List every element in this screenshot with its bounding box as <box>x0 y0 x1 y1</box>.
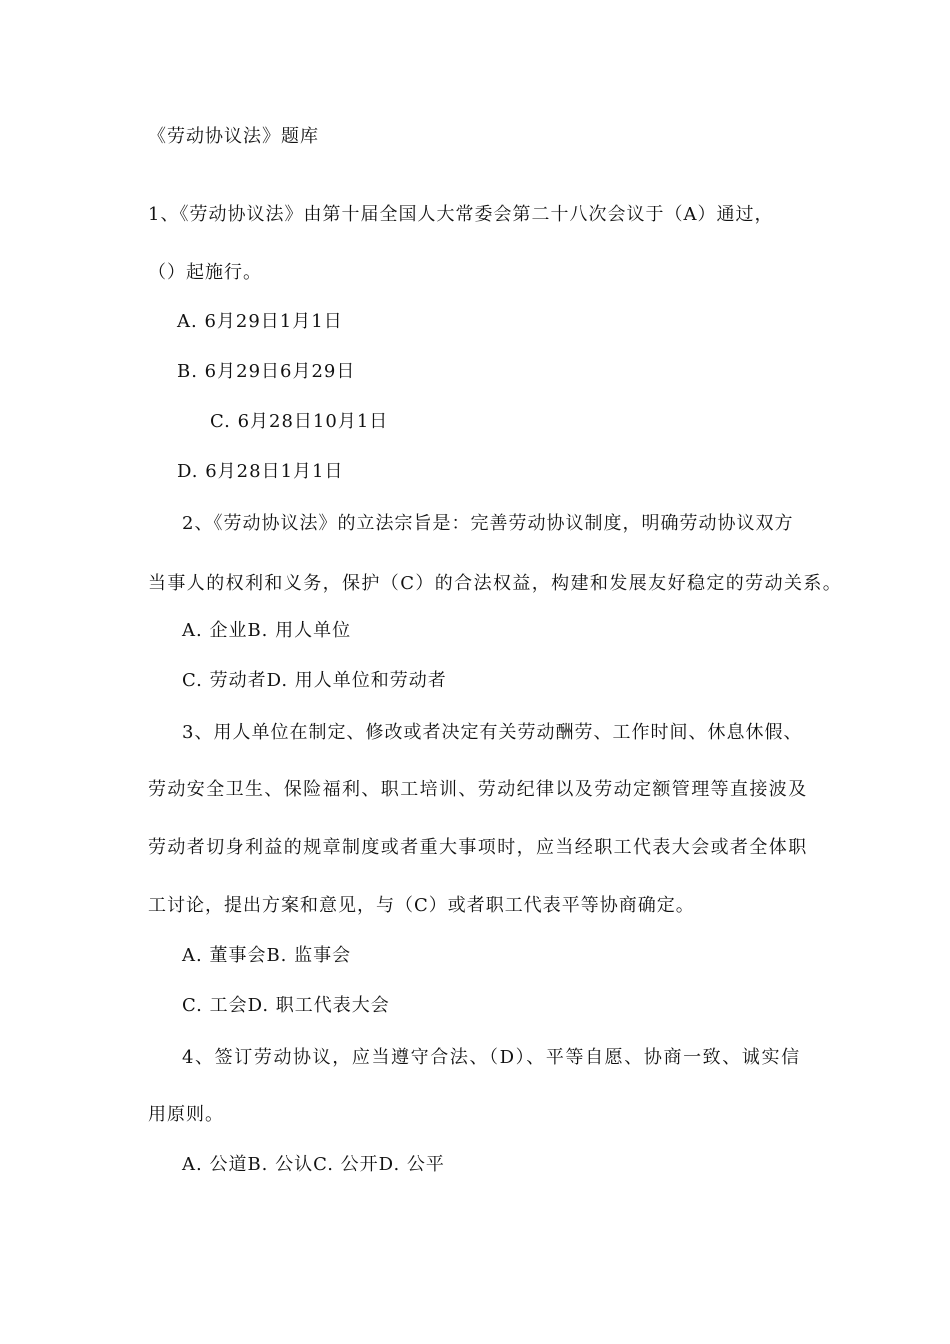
question-2-options-line-2: C. 劳动者D. 用人单位和劳动者 <box>182 670 447 691</box>
question-1-option-a: A. 6月29日1月1日 <box>177 311 343 332</box>
question-1-option-b: B. 6月29日6月29日 <box>177 361 356 382</box>
question-1-text-line-2: （）起施行。 <box>148 262 262 283</box>
question-3-text-line-1: 3、用人单位在制定、修改或者决定有关劳动酬劳、工作时间、休息休假、 <box>182 722 803 743</box>
question-2-options-line-1: A. 企业B. 用人单位 <box>182 620 352 641</box>
question-4-options-line-1: A. 公道B. 公认C. 公开D. 公平 <box>182 1154 445 1175</box>
question-4-text-line-2: 用原则。 <box>148 1104 224 1125</box>
question-3-text-line-3: 劳动者切身利益的规章制度或者重大事项时，应当经职工代表大会或者全体职 <box>148 837 808 858</box>
question-3-options-line-2: C. 工会D. 职工代表大会 <box>182 995 390 1016</box>
question-3-text-line-2: 劳动安全卫生、保险福利、职工培训、劳动纪律以及劳动定额管理等直接波及 <box>148 779 808 800</box>
document-title: 《劳动协议法》题库 <box>148 126 319 147</box>
question-2-text-line-1: 2、《劳动协议法》的立法宗旨是：完善劳动协议制度，明确劳动协议双方 <box>182 513 794 534</box>
question-1-option-c: C. 6月28日10月1日 <box>210 411 389 432</box>
question-1-text-line-1: 1、《劳动协议法》由第十届全国人大常委会第二十八次会议于（A）通过， <box>148 204 774 225</box>
question-3-text-line-4: 工讨论，提出方案和意见，与（C）或者职工代表平等协商确定。 <box>148 895 695 916</box>
question-3-options-line-1: A. 董事会B. 监事会 <box>182 945 352 966</box>
question-1-option-d: D. 6月28日1月1日 <box>177 461 344 482</box>
question-4-text-line-1: 4、签订劳动协议，应当遵守合法、（D）、平等自愿、协商一致、诚实信 <box>182 1047 801 1068</box>
question-2-text-line-2: 当事人的权利和义务，保护（C）的合法权益，构建和发展友好稳定的劳动关系。 <box>148 573 843 594</box>
